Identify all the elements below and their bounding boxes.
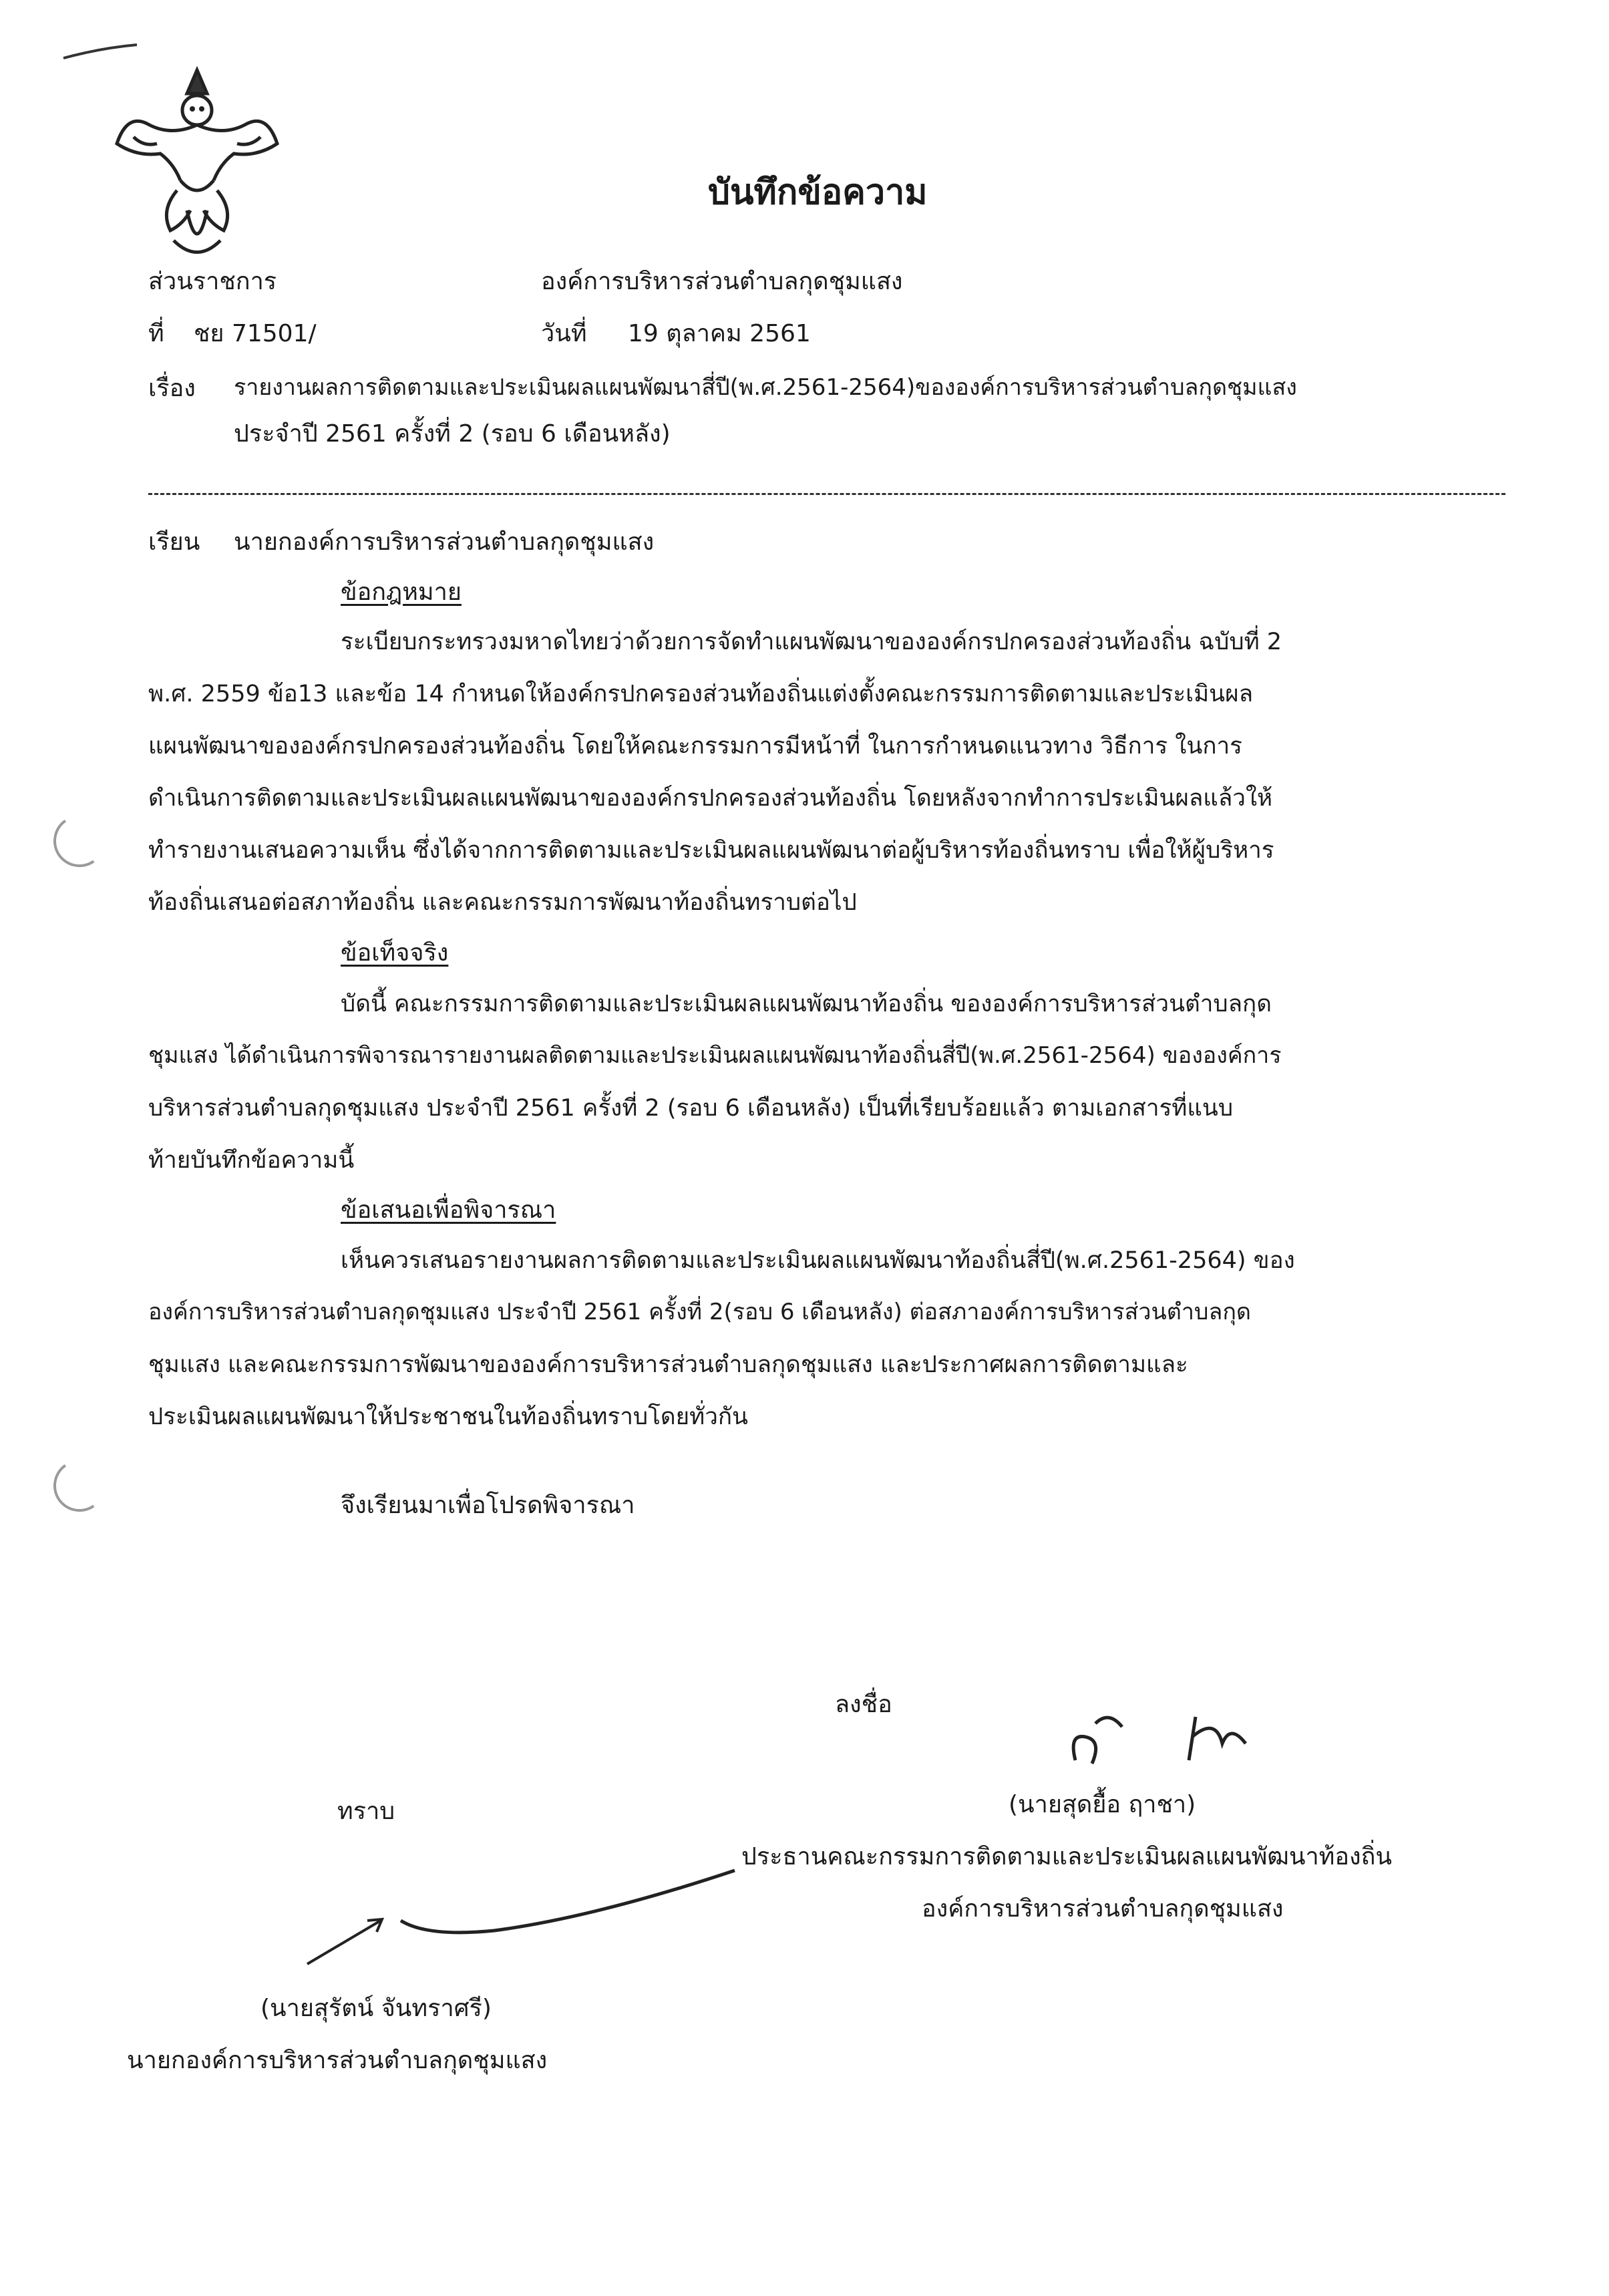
section-heading-facts: ข้อเท็จจริง bbox=[341, 939, 449, 967]
subject-label: เรื่อง bbox=[148, 375, 196, 402]
body-line: ท้ายบันทึกข้อความนี้ bbox=[148, 1147, 355, 1174]
section-heading-proposal: ข้อเสนอเพื่อพิจารณา bbox=[341, 1196, 556, 1224]
date-label: วันที่ bbox=[541, 320, 587, 347]
garuda-emblem-icon bbox=[107, 57, 287, 271]
acknowledger-name: (นายสุรัตน์ จันทราศรี) bbox=[260, 1995, 492, 2022]
handwritten-signature-icon bbox=[1055, 1697, 1296, 1777]
page-title: บันทึกข้อความ bbox=[708, 172, 928, 212]
body-line: บัดนี้ คณะกรรมการติดตามและประเมินผลแผนพัฒนาท้องถิ่น ขององค์การบริหารส่วนตำบลกุด bbox=[341, 991, 1272, 1017]
subject-line-1: รายงานผลการติดตามและประเมินผลแผนพัฒนาสี่ปี(พ.ศ.2561-2564)ขององค์การบริหารส่วนตำบลกุดชุมแสง bbox=[234, 374, 1297, 401]
punch-hole-mark bbox=[49, 1456, 110, 1516]
ref-value: ชย 71501/ bbox=[194, 320, 317, 347]
body-line: ระเบียบกระทรวงมหาดไทยว่าด้วยการจัดทำแผนพัฒนาขององค์กรปกครองส่วนท้องถิ่น ฉบับที่ 2 bbox=[341, 629, 1282, 655]
scribble-mark-icon bbox=[60, 41, 140, 61]
body-line: ชุมแสง ได้ดำเนินการพิจารณารายงานผลติดตามและประเมินผลแผนพัฒนาท้องถิ่นสี่ปี(พ.ศ.2561-2564) ขององค์การ bbox=[148, 1042, 1282, 1069]
subject-line-2: ประจำปี 2561 ครั้งที่ 2 (รอบ 6 เดือนหลัง) bbox=[234, 420, 671, 448]
punch-hole-mark bbox=[49, 811, 110, 871]
acknowledger-position: นายกองค์การบริหารส่วนตำบลกุดชุมแสง bbox=[127, 2047, 548, 2074]
body-line: พ.ศ. 2559 ข้อ13 และข้อ 14 กำหนดให้องค์กรปกครองส่วนท้องถิ่นแต่งตั้งคณะกรรมการติดตามและประเมินผล bbox=[148, 681, 1254, 707]
signer-name: (นายสุดยื้อ ฤาชา) bbox=[1009, 1791, 1196, 1818]
signer-position-2: องค์การบริหารส่วนตำบลกุดชุมแสง bbox=[922, 1895, 1284, 1923]
body-line: เห็นควรเสนอรายงานผลการติดตามและประเมินผลแผนพัฒนาท้องถิ่นสี่ปี(พ.ศ.2561-2564) ของ bbox=[341, 1247, 1295, 1274]
agency-label: ส่วนราชการ bbox=[148, 268, 277, 295]
salutation-value: นายกองค์การบริหารส่วนตำบลกุดชุมแสง bbox=[234, 528, 655, 556]
body-line: ชุมแสง และคณะกรรมการพัฒนาขององค์การบริหารส่วนตำบลกุดชุมแสง และประกาศผลการติดตามและ bbox=[148, 1351, 1188, 1378]
body-line: ทำรายงานเสนอความเห็น ซึ่งได้จากการติดตามและประเมินผลแผนพัฒนาต่อผู้บริหารท้องถิ่นทราบ เพื่อให้ผู้บริหาร bbox=[148, 837, 1274, 864]
section-heading-legal: ข้อกฎหมาย bbox=[341, 579, 462, 606]
signer-position-1: ประธานคณะกรรมการติดตามและประเมินผลแผนพัฒนาท้องถิ่น bbox=[741, 1843, 1393, 1870]
header-divider bbox=[148, 493, 1505, 495]
body-line: ดำเนินการติดตามและประเมินผลแผนพัฒนาขององค์กรปกครองส่วนท้องถิ่น โดยหลังจากทำการประเมินผลแล้วให้ bbox=[148, 785, 1273, 812]
date-value: 19 ตุลาคม 2561 bbox=[628, 320, 811, 347]
sign-label: ลงชื่อ bbox=[835, 1691, 892, 1718]
ref-label: ที่ bbox=[148, 320, 164, 347]
body-line: แผนพัฒนาขององค์กรปกครองส่วนท้องถิ่น โดยให้คณะกรรมการมีหน้าที่ ในการกำหนดแนวทาง วิธีการ ในการ bbox=[148, 733, 1242, 760]
acknowledge-signature-icon bbox=[294, 1857, 761, 1971]
closing-text: จึงเรียนมาเพื่อโปรดพิจารณา bbox=[341, 1492, 635, 1519]
salutation-label: เรียน bbox=[148, 528, 200, 556]
agency-value: องค์การบริหารส่วนตำบลกุดชุมแสง bbox=[541, 268, 903, 295]
body-line: องค์การบริหารส่วนตำบลกุดชุมแสง ประจำปี 2561 ครั้งที่ 2(รอบ 6 เดือนหลัง) ต่อสภาองค์การบริหารส่วนตำบลกุด bbox=[148, 1299, 1251, 1325]
body-line: บริหารส่วนตำบลกุดชุมแสง ประจำปี 2561 ครั้งที่ 2 (รอบ 6 เดือนหลัง) เป็นที่เรียบร้อยแล้ว ตามเอกสารที่แนบ bbox=[148, 1095, 1234, 1122]
acknowledge-label: ทราบ bbox=[337, 1798, 395, 1825]
body-line: ท้องถิ่นเสนอต่อสภาท้องถิ่น และคณะกรรมการพัฒนาท้องถิ่นทราบต่อไป bbox=[148, 889, 857, 916]
body-line: ประเมินผลแผนพัฒนาให้ประชาชนในท้องถิ่นทราบโดยทั่วกัน bbox=[148, 1404, 748, 1430]
